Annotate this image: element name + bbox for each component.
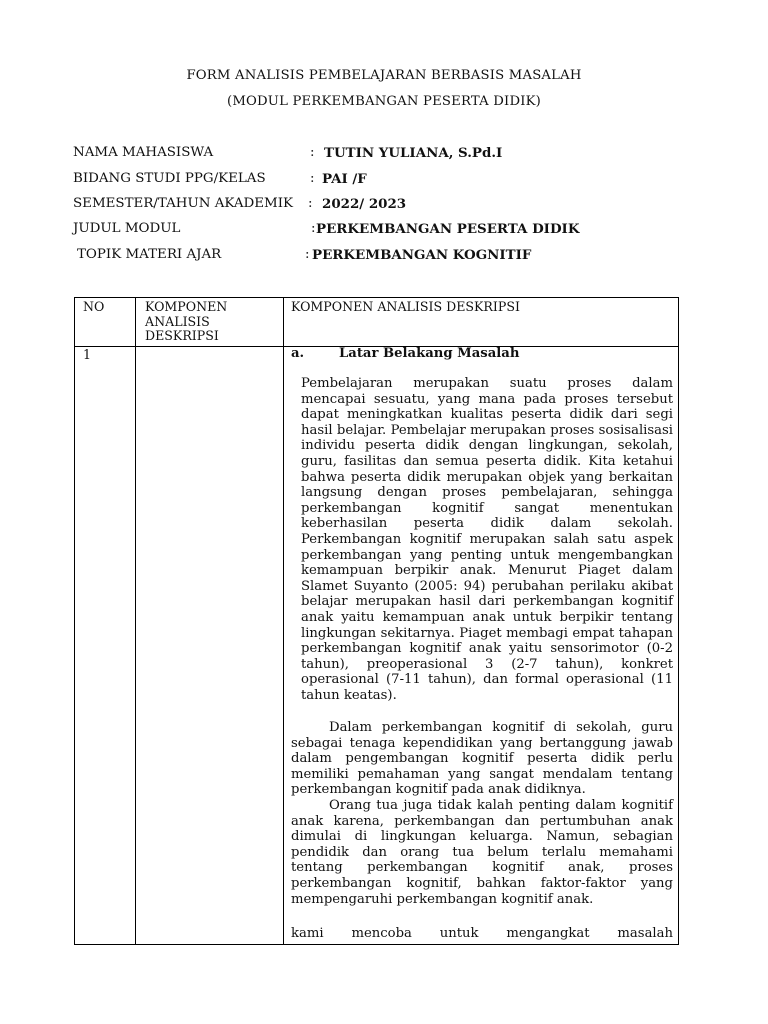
section-letter: a.	[291, 346, 305, 361]
form-subtitle: (MODUL PERKEMBANGAN PESERTA DIDIK)	[226, 94, 542, 109]
identity-label: SEMESTER/TAHUN AKADEMIK	[73, 196, 294, 211]
identity-row-semester	[0, 196, 768, 214]
identity-row-judul-modul	[0, 221, 768, 239]
identity-value: PERKEMBANGAN KOGNITIF	[312, 247, 532, 263]
table-column-divider	[283, 298, 284, 944]
identity-value: TUTIN YULIANA, S.Pd.I	[324, 145, 503, 161]
identity-colon: :	[305, 247, 310, 262]
header-komponen: KOMPONEN ANALISIS DESKRIPSI	[145, 299, 228, 343]
identity-colon: :	[310, 145, 315, 160]
identity-colon: :	[308, 196, 313, 211]
identity-label: NAMA MAHASISWA	[73, 145, 214, 160]
header-no: NO	[83, 299, 105, 314]
row-number: 1	[83, 347, 92, 362]
identity-label: BIDANG STUDI PPG/KELAS	[73, 171, 266, 186]
section-title: Latar Belakang Masalah	[339, 346, 520, 361]
analysis-table	[74, 297, 679, 945]
identity-label: TOPIK MATERI AJAR	[77, 247, 222, 262]
identity-colon: :	[311, 221, 316, 236]
identity-colon: :	[310, 171, 315, 186]
table-column-divider	[135, 298, 136, 944]
identity-value: 2022/ 2023	[322, 196, 407, 212]
form-title: FORM ANALISIS PEMBELAJARAN BERBASIS MASALAH	[186, 68, 582, 83]
identity-row-topik	[0, 247, 768, 265]
paragraph-1: Pembelajaran merupakan suatu proses dalam mencapai sesuatu, yang mana pada proses tersebut dapat meningkatkan kualitas peserta didik dari segi hasil belajar. Pembelajar merupakan proses sosisalisasi individu peserta didik dengan lingkungan, sekolah, guru, fasilitas dan semua peserta didik. Kita ketahui bahwa peserta didik merupakan objek yang berkaitan langsung dengan proses pembelajaran, sehingga perkembangan kognitif sangat menentukan keberhasilan peserta didik dalam sekolah. Perkembangan kognitif merupakan salah satu aspek perkembangan yang penting untuk mengembangkan kemampuan berpikir anak. Menurut Piaget dalam Slamet Suyanto (2005: 94) perubahan perilaku akibat belajar merupakan hasil dari perkembangan kognitif anak yaitu kemampuan anak untuk berpikir tentang lingkungan sekitarnya. Piaget membagi empat tahapan perkembangan kognitif anak yaitu sensorimotor (0-2 tahun), preoperasional 3 (2-7 tahun), konkret operasional (7-11 tahun), dan formal operasional (11 tahun keatas).	[301, 376, 673, 703]
paragraph-2: Dalam perkembangan kognitif di sekolah, guru sebagai tenaga kependidikan yang bertanggung jawab dalam pengembangan kognitif peserta didik perlu memiliki pemahaman yang sangat mendalam tentang perkembangan kognitif pada anak didiknya.	[291, 720, 673, 798]
identity-value: PERKEMBANGAN PESERTA DIDIK	[316, 221, 580, 237]
identity-row-nama	[0, 145, 768, 163]
identity-value: PAI /F	[322, 171, 367, 187]
header-analisis: KOMPONEN ANALISIS DESKRIPSI	[291, 299, 520, 314]
identity-label: JUDUL MODUL	[73, 221, 181, 236]
identity-row-bidang-studi	[0, 171, 768, 189]
paragraph-4: kami mencoba untuk mengangkat masalah	[291, 926, 673, 941]
paragraph-3: Orang tua juga tidak kalah penting dalam kognitif anak karena, perkembangan dan pertumbuhan anak dimulai di lingkungan keluarga. Namun, sebagian pendidik dan orang tua belum terlalu memahami tentang perkembangan kognitif anak, proses perkembangan kognitif, bahkan faktor-faktor yang mempengaruhi perkembangan kognitif anak.	[291, 798, 673, 907]
